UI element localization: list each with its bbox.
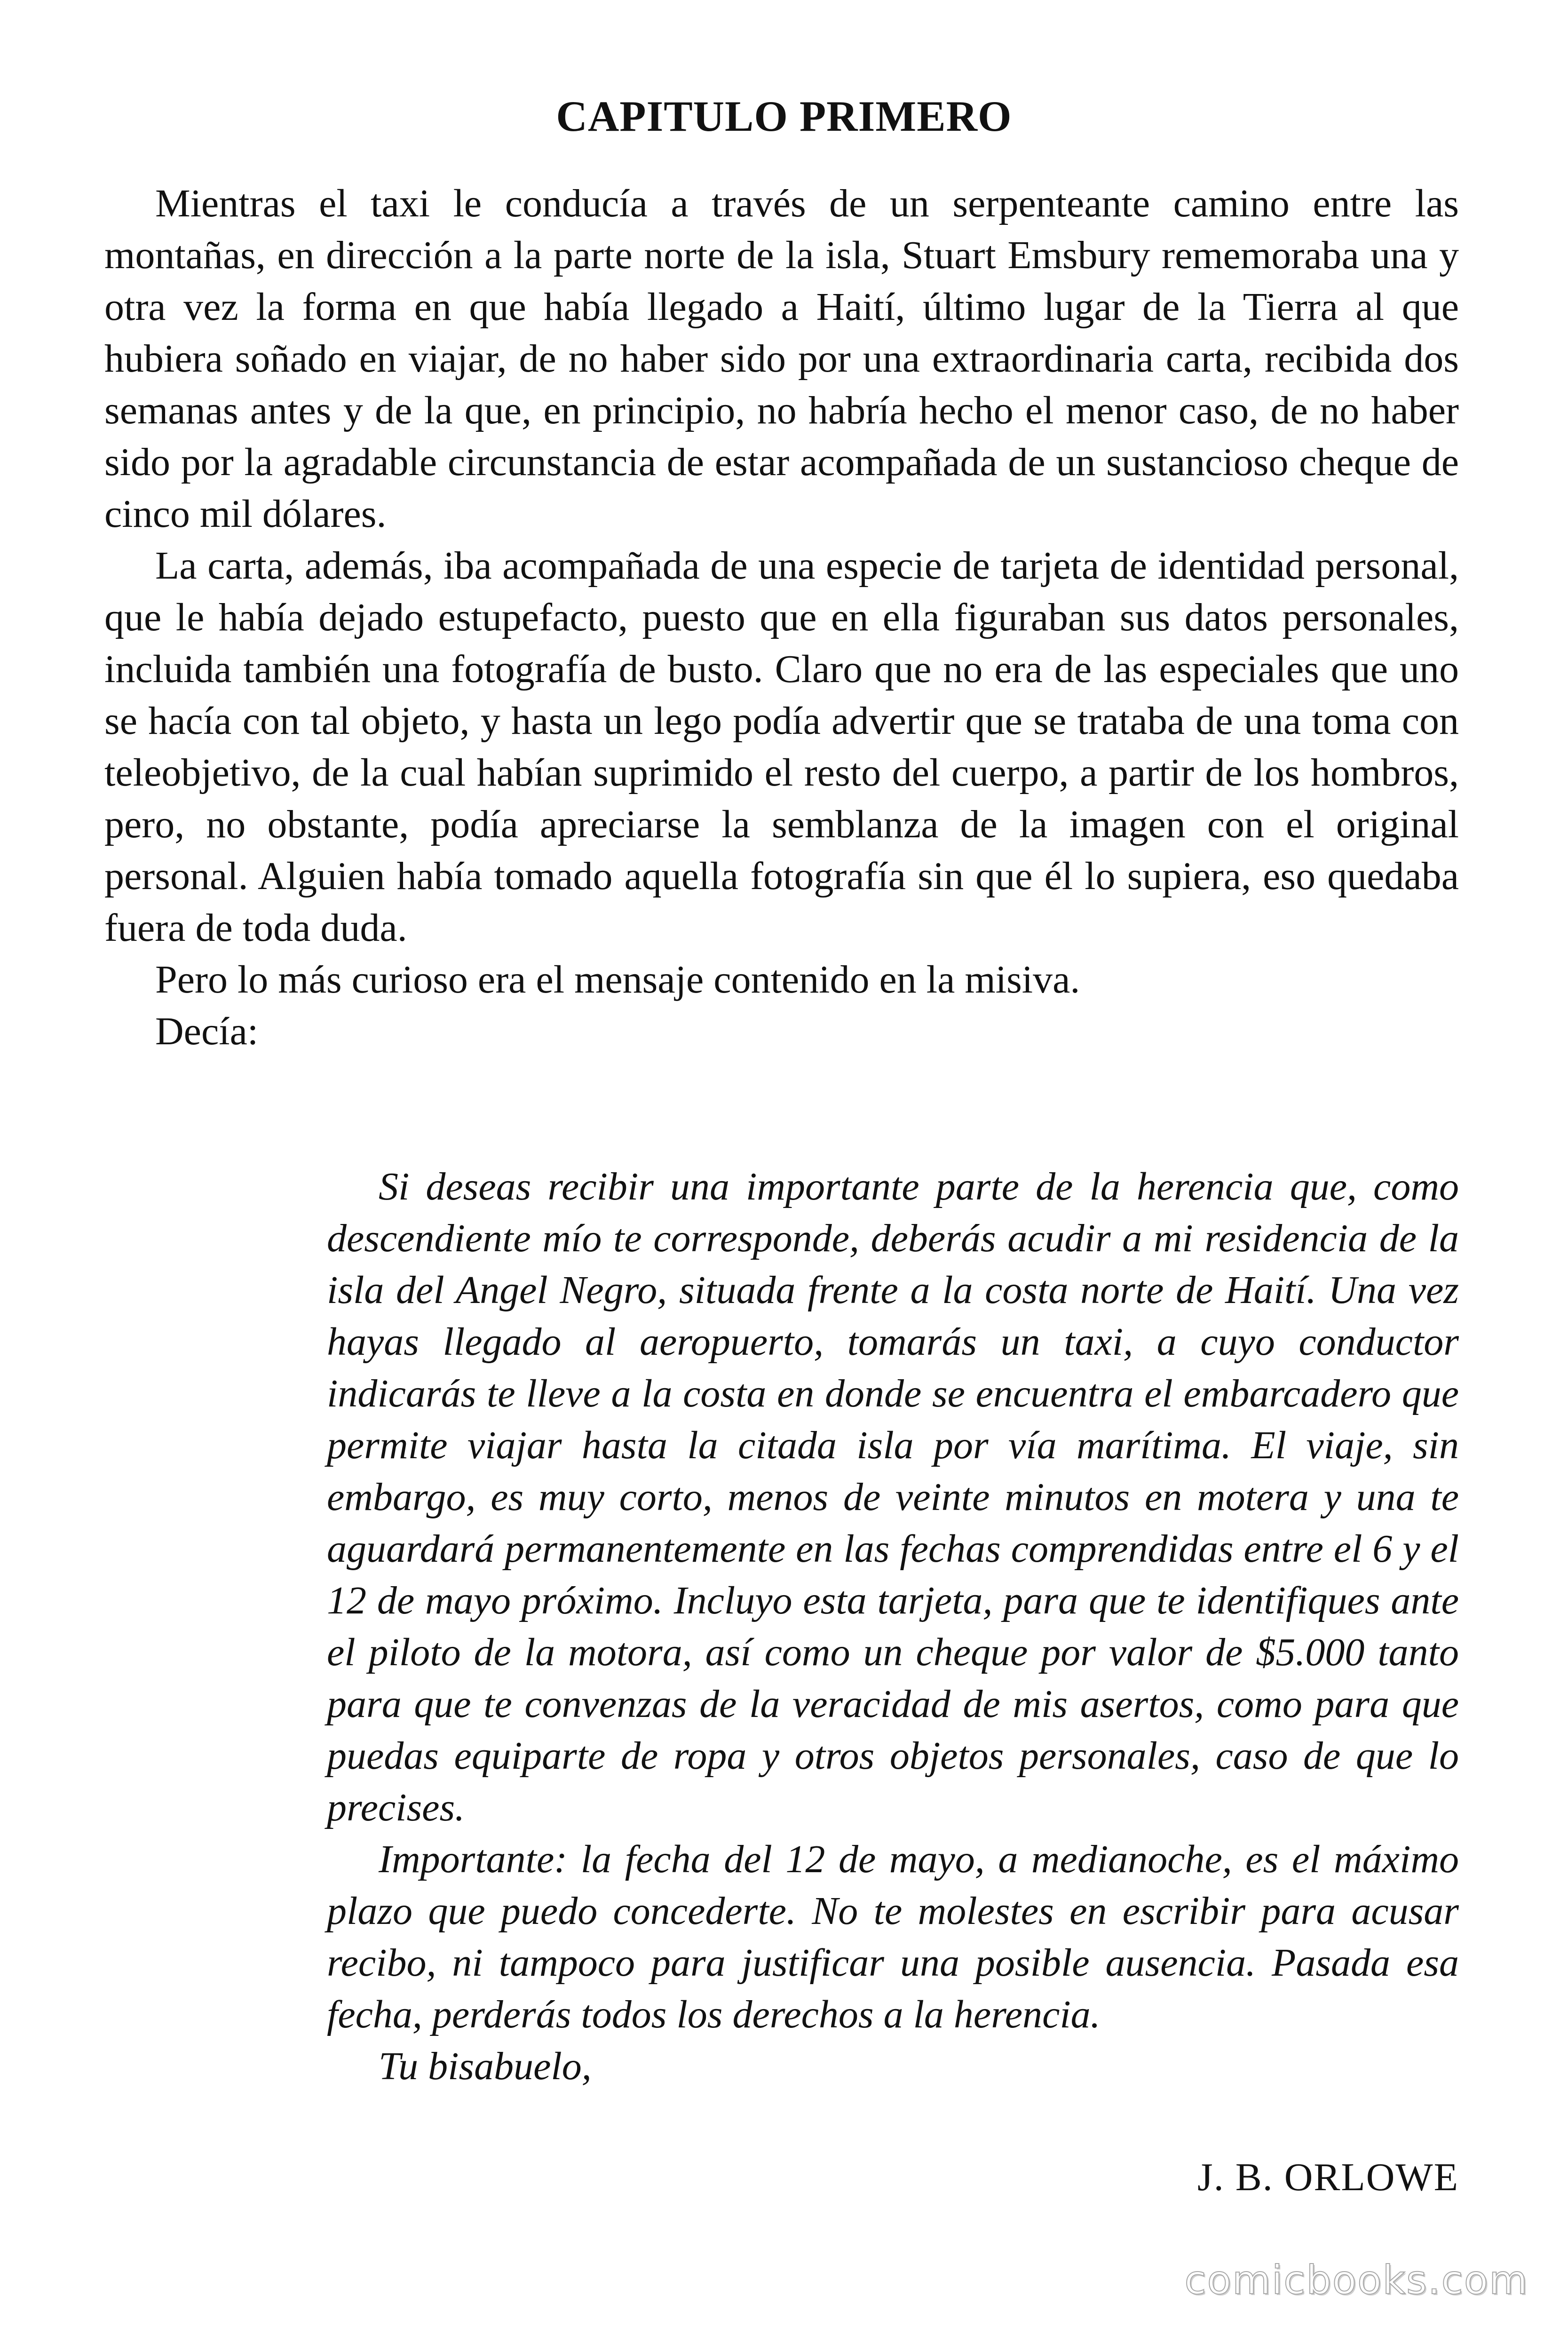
watermark: comicbooks.com	[1184, 2257, 1528, 2303]
letter-paragraph: Importante: la fecha del 12 de mayo, a medianoche, es el máximo plazo que puedo concederte. No te molestes en escribir para acusar recibo, ni tampoco para justificar una posible ausencia. Pasada esa fecha, perderás todos los derechos a la herencia.	[327, 1837, 1459, 2036]
narrative-text	[104, 178, 1459, 1057]
narrative-paragraph: Decía:	[155, 1009, 259, 1053]
letter-quote	[327, 1161, 1459, 2092]
chapter-title: CAPITULO PRIMERO	[556, 92, 1012, 140]
letter-closing: Tu bisabuelo,	[379, 2044, 592, 2088]
narrative-paragraph: Pero lo más curioso era el mensaje contenido en la misiva.	[155, 958, 1080, 1001]
narrative-paragraph: La carta, además, iba acompañada de una especie de tarjeta de identidad personal, que le había dejado estupefacto, puesto que en ella figuraban sus datos personales, incluida también una fotografía de busto. Claro que no era de las especiales que uno se hacía con tal objeto, y hasta un lego podía advertir que se trataba de una toma con teleobjetivo, de la cual habían suprimido el resto del cuerpo, a partir de los hombros, pero, no obstante, podía apreciarse la semblanza de la imagen con el original personal. Alguien había tomado aquella fotografía sin que él lo supiera, eso quedaba fuera de toda duda.	[104, 544, 1459, 950]
letter-paragraph: Si deseas recibir una importante parte de la herencia que, como descendiente mío te corresponde, deberás acudir a mi residencia de la isla del Angel Negro, situada frente a la costa norte de Haití. Una vez hayas llegado al aeropuerto, tomarás un taxi, a cuyo conductor indicarás te lleve a la costa en donde se encuentra el embarcadero que permite viajar hasta la citada isla por vía marítima. El viaje, sin embargo, es muy corto, menos de veinte minutos en motera y una te aguardará permanentemente en las fechas comprendidas entre el 6 y el 12 de mayo próximo. Incluyo esta tarjeta, para que te identifiques ante el piloto de la motora, así como un cheque por valor de $5.000 tanto para que te convenzas de la veracidad de mis asertos, como para que puedas equiparte de ropa y otros objetos personales, caso de que lo precises.	[327, 1165, 1459, 1829]
narrative-paragraph: Mientras el taxi le conducía a través de un serpenteante camino entre las montañas, en dirección a la parte norte de la isla, Stuart Emsbury rememoraba una y otra vez la forma en que había llegado a Haití, último lugar de la Tierra al que hubiera soñado en viajar, de no haber sido por una extraordinaria carta, recibida dos semanas antes y de la que, en principio, no habría hecho el menor caso, de no haber sido por la agradable circunstancia de estar acompañada de un sustancioso cheque de cinco mil dólares.	[104, 182, 1459, 536]
letter-signature: J. B. ORLOWE	[1197, 2155, 1459, 2199]
